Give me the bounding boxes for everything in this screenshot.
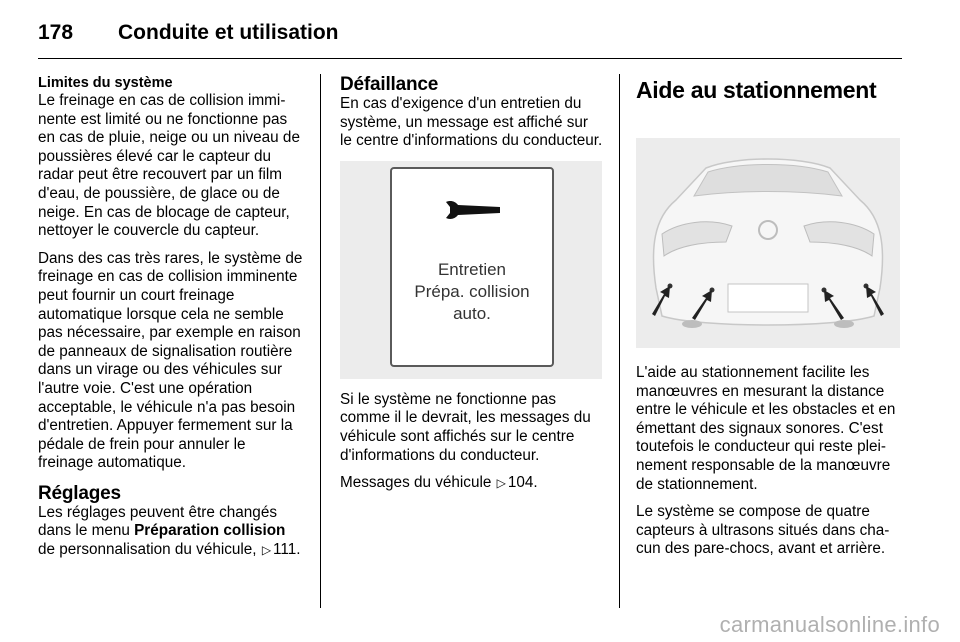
fault-paragraph-2: Si le système ne fonctionne pas comme il le devrait, les messages du véhicule sont affichés sur le centre d'informations du conducteur. <box>340 390 591 464</box>
wrench-icon <box>440 199 504 221</box>
settings-text-before: Les réglages peuvent être changés dans le menu <box>38 503 277 540</box>
fault-heading: Défaillance <box>340 74 439 95</box>
driver-info-display <box>390 167 554 367</box>
display-line-3: auto. <box>453 303 491 323</box>
service-display-figure <box>340 161 602 379</box>
parking-sensor-figure <box>636 138 900 348</box>
page-reference-icon: ▷ <box>496 476 506 491</box>
fault-paragraph-3 <box>340 474 604 493</box>
limits-paragraph-2: Dans des cas très rares, le système de freinage en cas de collision imminente peut fournir un court freinage automatique lorsque cela ne semble pas nécessaire, par exemple en raison de panneaux de signalisation routière dans un virage ou des véhicules sur l'autre voie. C'est une opération acceptable, le véhicule n'a pas besoin d'entretien. Appuyer fermement sur la pédale de frein pour annuler le freinage automatique. <box>38 249 303 472</box>
site-watermark: carmanualsonline.info <box>719 612 940 637</box>
page-header <box>38 18 339 48</box>
column-divider-2 <box>619 74 620 608</box>
parking-assist-heading: Aide au stationnement <box>636 77 877 103</box>
vehicle-messages-page-ref: 104. <box>507 474 538 492</box>
display-line-2: Prépa. collision <box>414 281 530 301</box>
car-rear-illustration <box>636 138 900 348</box>
settings-text-after: de personnalisation du véhicule, <box>38 541 261 559</box>
settings-heading: Réglages <box>38 482 121 504</box>
settings-paragraph <box>38 504 304 560</box>
header-rule <box>38 58 902 59</box>
vehicle-messages-text: Messages du véhicule <box>340 474 496 492</box>
limits-heading: Limites du système <box>38 75 173 91</box>
column-2 <box>340 74 604 502</box>
column-divider-1 <box>320 74 321 608</box>
page-number: 178 <box>38 21 74 44</box>
settings-page-ref: 111. <box>273 541 301 559</box>
display-line-1: Entretien <box>437 259 507 279</box>
page-reference-icon: ▷ <box>261 543 272 558</box>
parking-paragraph-2: Le système se compose de quatre capteurs à ultrasons situés dans chacun des pare-chocs, avant et arrière. <box>636 503 890 558</box>
fault-paragraph-1: En cas d'exigence d'un entretien du système, un message est affiché sur le centre d'informations du conducteur. <box>340 95 603 150</box>
settings-menu-name: Préparation collision <box>134 522 286 540</box>
column-1 <box>38 74 304 569</box>
limits-paragraph-1: Le freinage en cas de collision imminente est limité ou ne fonctionne pas en cas de pluie, neige ou un niveau de poussières élevé car le capteur du radar peut être recouvert par un film d'eau, de poussière, de glace ou de neige. En cas de blocage de capteur, nettoyer le couvercle du capteur. <box>38 92 300 240</box>
running-title: Conduite et utilisation <box>118 21 339 44</box>
column-3 <box>636 74 902 568</box>
parking-paragraph-1: L'aide au stationnement facilite les manœuvres en mesurant la distance entre le véhicule et les obstacles et en émettant des signaux sonores. C'est toutefois le conducteur qui reste pleinement responsable de la manœuvre de stationnement. <box>636 364 896 493</box>
